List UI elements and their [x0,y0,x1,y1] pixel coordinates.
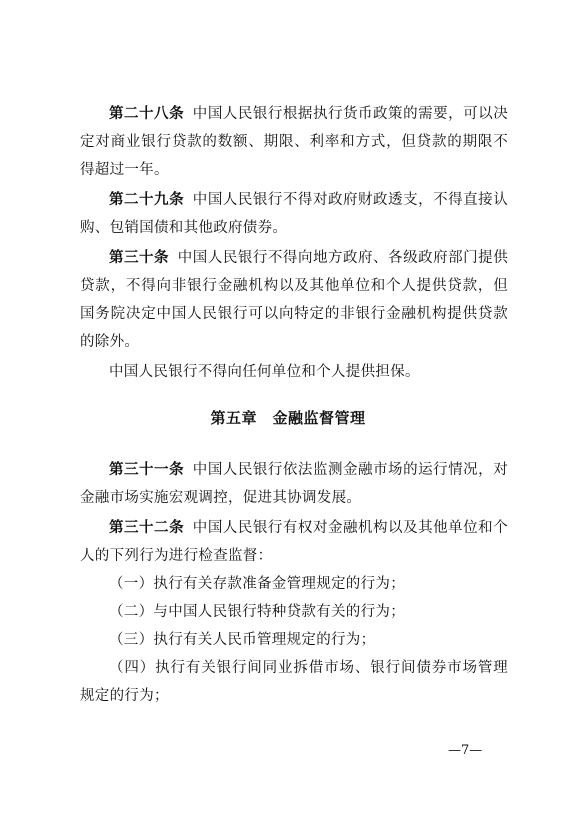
list-item: （一）执行有关存款准备金管理规定的行为； [109,576,405,592]
article-number: 第三十条 [109,250,170,266]
article-30 [80,244,508,356]
article-28 [80,100,508,184]
closing-paragraph: 中国人民银行不得向任何单位和个人提供担保。 [109,364,420,380]
article-text: 中国人民银行依法监测金融市场的运行情况，对金融市场实施宏观调控，促进其协调发展。 [80,462,508,506]
list-item: （三）执行有关人民币管理规定的行为； [109,632,376,648]
article-number: 第三十二条 [109,520,185,536]
article-text: 中国人民银行不得向地方政府、各级政府部门提供贷款，不得向非银行金融机构以及其他单位和个人提供贷款，但国务院决定中国人民银行可以向特定的非银行金融机构提供贷款的除外。 [80,250,508,350]
page-number: —7— [448,743,483,758]
list-item: （四）执行有关银行间同业拆借市场、银行间债券市场管理规定的行为； [80,660,508,704]
list-item: （二）与中国人民银行特种贷款有关的行为； [109,604,405,620]
article-text: 中国人民银行根据执行货币政策的需要，可以决定对商业银行贷款的数额、期限、利率和方式，但贷款的期限不得超过一年。 [80,106,508,178]
chapter-title: 第五章 金融监督管理 [210,409,366,427]
article-32 [80,514,508,570]
article-number: 第二十八条 [109,106,185,122]
article-29 [80,186,508,242]
article-text: 中国人民银行有权对金融机构以及其他单位和个人的下列行为进行检查监督： [80,520,508,564]
article-number: 第三十一条 [109,462,185,478]
article-text: 中国人民银行不得对政府财政透支，不得直接认购、包销国债和其他政府债券。 [80,192,508,236]
article-31 [80,456,508,512]
articles-bottom-section [80,456,508,710]
article-number: 第二十九条 [109,192,185,208]
articles-top-section [80,100,508,386]
